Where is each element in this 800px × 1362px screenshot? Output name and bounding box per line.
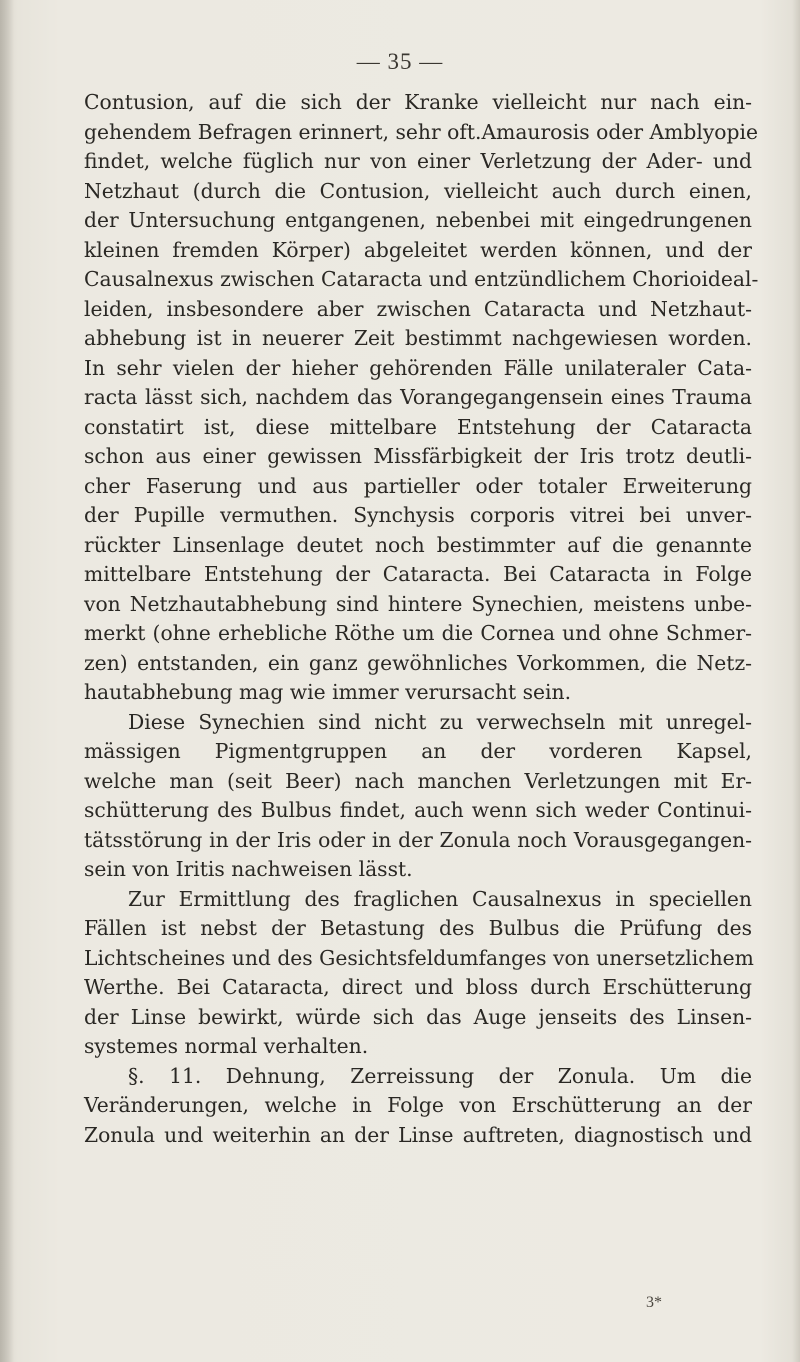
- text-line: von Netzhautabhebung sind hintere Synechien, meistens unbe-: [84, 591, 752, 616]
- text-line: Veränderungen, welche in Folge von Erschütterung an der: [84, 1093, 752, 1117]
- text-line: systemes normal verhalten.: [84, 1034, 369, 1058]
- text-line: hautabhebung mag wie immer verursacht sein.: [84, 680, 572, 704]
- text-line: Causalnexus zwischen Cataracta und entzündlichem Chorioideal-: [84, 267, 759, 291]
- text-line: racta lässt sich, nachdem das Vorangegangensein eines Trauma: [84, 385, 752, 409]
- text-line: Zonula und weiterhin an der Linse auftreten, diagnostisch und: [84, 1122, 752, 1147]
- text-line: Netzhaut (durch die Contusion, vielleicht auch durch einen,: [84, 178, 752, 203]
- text-line: zen) entstanden, ein ganz gewöhnliches Vorkommen, die Netz-: [84, 650, 752, 675]
- text-line: Zur Ermittlung des fraglichen Causalnexus in speciellen: [128, 886, 752, 911]
- text-line: Fällen ist nebst der Betastung des Bulbus die Prüfung des: [84, 916, 752, 940]
- text-line: leiden, insbesondere aber zwischen Cataracta und Netzhaut-: [84, 296, 752, 321]
- text-line: findet, welche füglich nur von einer Verletzung der Ader- und: [84, 149, 752, 173]
- binding-shadow: [0, 0, 14, 1362]
- text-line: welche man (seit Beer) nach manchen Verletzungen mit Er-: [84, 768, 752, 793]
- text-line: kleinen fremden Körper) abgeleitet werden können, und der: [84, 237, 752, 262]
- body-text: [84, 88, 759, 1150]
- text-line: constatirt ist, diese mittelbare Entstehung der Cataracta: [84, 414, 752, 439]
- text-line: der Pupille vermuthen. Synchysis corporis vitrei bei unver-: [84, 503, 752, 527]
- text-line: §. 11. Dehnung, Zerreissung der Zonula. Um die: [128, 1063, 752, 1088]
- text-line: sein von Iritis nachweisen lässt.: [84, 857, 413, 881]
- text-line: schon aus einer gewissen Missfärbigkeit der Iris trotz deutli-: [84, 444, 752, 468]
- text-line: rückter Linsenlage deutet noch bestimmter auf die genannte: [84, 532, 752, 557]
- text-line: Lichtscheines und des Gesichtsfeldumfanges von unersetzlichem: [84, 945, 754, 970]
- text-line: schütterung des Bulbus findet, auch wenn sich weder Continui-: [84, 798, 752, 822]
- text-line: Contusion, auf die sich der Kranke vielleicht nur nach ein-: [84, 90, 752, 114]
- text-line: Diese Synechien sind nicht zu verwechseln mit unregel-: [128, 709, 752, 734]
- text-line: abhebung ist in neuerer Zeit bestimmt nachgewiesen worden.: [84, 326, 752, 350]
- text-line: der Linse bewirkt, würde sich das Auge jenseits des Linsen-: [84, 1004, 752, 1029]
- text-line: mittelbare Entstehung der Cataracta. Bei Cataracta in Folge: [84, 562, 752, 586]
- text-line: Werthe. Bei Cataracta, direct und bloss durch Erschütterung: [84, 975, 752, 999]
- page-number: — 35 —: [356, 49, 444, 74]
- text-line: gehendem Befragen erinnert, sehr oft.Amaurosis oder Amblyopie: [84, 119, 758, 144]
- text-line: mässigen Pigmentgruppen an der vorderen Kapsel,: [84, 739, 752, 763]
- text-line: merkt (ohne erhebliche Röthe um die Cornea und ohne Schmer-: [84, 621, 752, 645]
- text-line: cher Faserung und aus partieller oder totaler Erweiterung: [84, 473, 752, 498]
- signature-mark: 3*: [646, 1294, 662, 1311]
- text-line: In sehr vielen der hieher gehörenden Fälle unilateraler Cata-: [84, 355, 752, 380]
- text-line: tätsstörung in der Iris oder in der Zonula noch Vorausgegangen-: [84, 827, 752, 852]
- text-line: der Untersuchung entgangenen, nebenbei mit eingedrungenen: [84, 208, 752, 232]
